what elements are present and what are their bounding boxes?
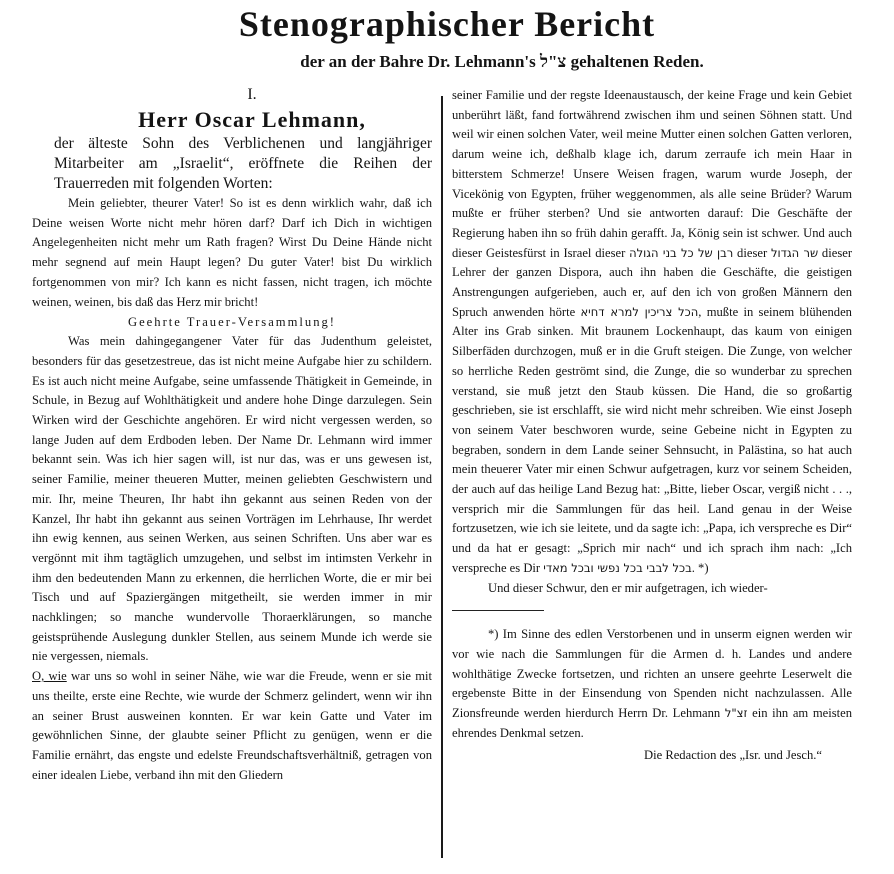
footnote xyxy=(452,625,852,743)
speaker-heading: Herr Oscar Lehmann, xyxy=(138,107,366,132)
paragraph: Mein geliebter, theurer Vater! So ist es denn wirklich wahr, daß ich Deine weisen Worte nicht mehr hören darf? Darf ich Dich in wichtigen Angelegenheiten nicht mehr um Rath fragen? Wirst Du Deine Hände nicht mehr segnend auf mein Haupt legen? Du guter Vater! bist Du wirklich fortgenommen von mir? Ich kann es nicht fassen, nicht tragen, ich möchte weinen, weinen, bis daß das Herz mir bricht! xyxy=(32,196,432,309)
paragraph-text: seiner Familie und der regste Ideenaustausch, der keine Frage und kein Gebiet unberührt läßt, fand fortwährend zwischen ihm und seinen Söhnen statt. Und weil wir einen solchen Vater, weil meine Mutter einen solchen Gatten verloren, darum weine ich, deßhalb klage ich, darum zerraufe ich mein Haar in bitterstem Schmerze! Unsere Weisen fragen, warum wurde Joseph, der Vicekönig von Egypten, früher weggenommen, als alle seine Brüder? Warum mußte er früher sterben? Und sie antworten darauf: Die Geschäfte der Regierung haben ihn so früh dahin gerafft. Ja, König sein ist schwer. Und auch dieser Geistesfürst in Israel dieser xyxy=(452,88,852,260)
paragraph xyxy=(32,667,432,785)
report-title: Stenographischer Bericht xyxy=(238,4,656,44)
paragraph-text: , mußte in seinem blühenden Alter ins Grab sinken. Mit braunem Lockenhaupt, das kaum von einigen Silberfäden durchzogen, muß er in die Gruft steigen. Die Zunge, von welcher so herrliche Reden geströmt sind, die Zunge, die so wunderbar zu sprechen verstand, sie muß jetzt den Staub küssen. Die Hand, die so großartig geschrieben, sie ist erschlafft, sie wird nicht mehr schreiben. Wie einst Joseph von seinem Vater beschworen wurde, seine Gebeine nicht in Egypten zu begraben, sondern in dem Lande seiner Sehnsucht, in Palästina, so hat auch mein theuerer Vater mir einen Schwur aufgetragen, kurz vor seinem Scheiden, der auch auf das heilige Land Bezug hat: „Bitte, lieber Oscar, vergiß nicht . . ., versprich mir die Sammlungen für das heil. Land genau in der Weise fortzusetzen, wie ich sie leitete, und da sagte ich: „Papa, ich verspreche es Dir“ und da hat er gesagt: „Sprich mir nach“ und ich sprach ihm nach: „Ich verspreche es Dir xyxy=(452,304,852,575)
footnote-ref: . *) xyxy=(691,560,709,575)
hebrew-phrase: שר הגדול xyxy=(770,245,819,260)
section-number: I. xyxy=(247,86,257,103)
footnote-rule xyxy=(452,610,544,611)
speaker-intro: der älteste Sohn des Verblichenen und langjähriger Mitarbeiter am „Israelit“, eröffnete die Reihen der Trauerreden mit folgenden Worten: xyxy=(54,135,432,192)
underlined-text: O, wie xyxy=(32,669,67,684)
footnote-text: ein ihn am meisten ehrendes Denkmal setzen. xyxy=(452,706,852,740)
paragraph-text: war uns so wohl in seiner Nähe, wie war die Freude, wenn er sie mit uns theilte, erste eine Rechte, wie wurde der Schmerz gelindert, wenn wir ihn an seiner Brust ausweinen konnten. Er war kein Gatte und Vater im gewöhnlichen Sinne, der glaubte seiner Pflicht zu genügen, wenn er die Familie ernährt, das engste und edelste Freundschaftsverhältniß, getragen von einer idealen Liebe, verband ihn mit den Gliedern xyxy=(32,669,433,782)
report-subtitle: der an der Bahre Dr. Lehmann's צ"ל gehaltenen Reden. xyxy=(300,52,704,71)
paragraph xyxy=(452,86,852,579)
paragraph-text: dieser Lehrer der ganzen Dispora, auch ihn haben die Geschäfte, die geistigen Anstrengungen aufgerieben, auch er, auf den ich von großen Männern den Spruch anwenden hörte xyxy=(452,245,853,319)
hebrew-phrase: זצ"ל xyxy=(724,706,748,721)
footnote-text: *) Im Sinne des edlen Verstorbenen und in unserm eignen werden wir vor wie nach die Sammlungen für die Armen d. h. Landes und andere wohlthätige Zwecke fortsetzen, und richten an unsere geehrte Leserwelt die ergebenste Bitte in der Einsendung von Spenden nicht nachzulassen. Alle Zionsfreunde werden hierdurch Herrn Dr. Lehmann xyxy=(452,627,852,721)
hebrew-phrase: בכל לבבי בכל נפשי ובכל מאדי xyxy=(543,560,692,575)
left-column xyxy=(32,84,432,785)
signature: Die Redaction des „Isr. und Jesch.“ xyxy=(643,747,822,762)
hebrew-phrase: רבן של כל בני הגולה xyxy=(629,245,734,260)
paragraph: Was mein dahingegangener Vater für das Judenthum geleistet, besonders für das gesetzestreue, das ist nicht meine Aufgabe hier zu schildern. Es ist auch nicht meine Aufgabe, seine umfassende Thätigkeit in Gemeinde, in Schule, in Bezug auf Wohlthätigkeit und andere hohe Dinge darzulegen. Sein Wirken wird der Geschichte angehören. Er wird nicht vergessen werden, so lange Juden auf dem Erdboden leben. Der Name Dr. Lehmann wird immer bekannt sein. Was ich hier sagen will, ist nur das, was er uns gewesen ist, seiner Familie, meiner theueren Mutter, meinen geliebten Geschwistern und mir. Ihr, meine Theuren, Ihr habt ihn gekannt aus seinen Reden von der Kanzel, Ihr habt ihn gekannt aus seinen Vorträgen im Lehrhause, Ihr werdet ihn ewig kennen, aus seinen Werken, aus seinen Schriften. Uns aber war es vergönnt mit ihm tagtäglich umzugehen, und selbst im intimsten Verkehr in ihm den bedeutenden Mann zu erkennen, die herrlichen Worte, die er mir bei Tisch und auf Spaziergängen mitgetheilt, sie werden immer in mir nachklingen; so manche wundervolle Thoraerklärungen, so manche geistsprühende Auslegung dunkler Stellen, aus seinem Munde ich werde sie nie vergessen, niemals. xyxy=(32,334,432,664)
paragraph: Und dieser Schwur, den er mir aufgetragen, ich wieder- xyxy=(488,580,768,595)
address-line: Geehrte Trauer-Versammlung! xyxy=(128,315,336,330)
paragraph-text: dieser xyxy=(733,245,771,260)
hebrew-phrase: הכל צריכין למרא דחיא xyxy=(580,304,699,319)
right-column xyxy=(452,86,852,766)
column-divider xyxy=(441,96,443,858)
